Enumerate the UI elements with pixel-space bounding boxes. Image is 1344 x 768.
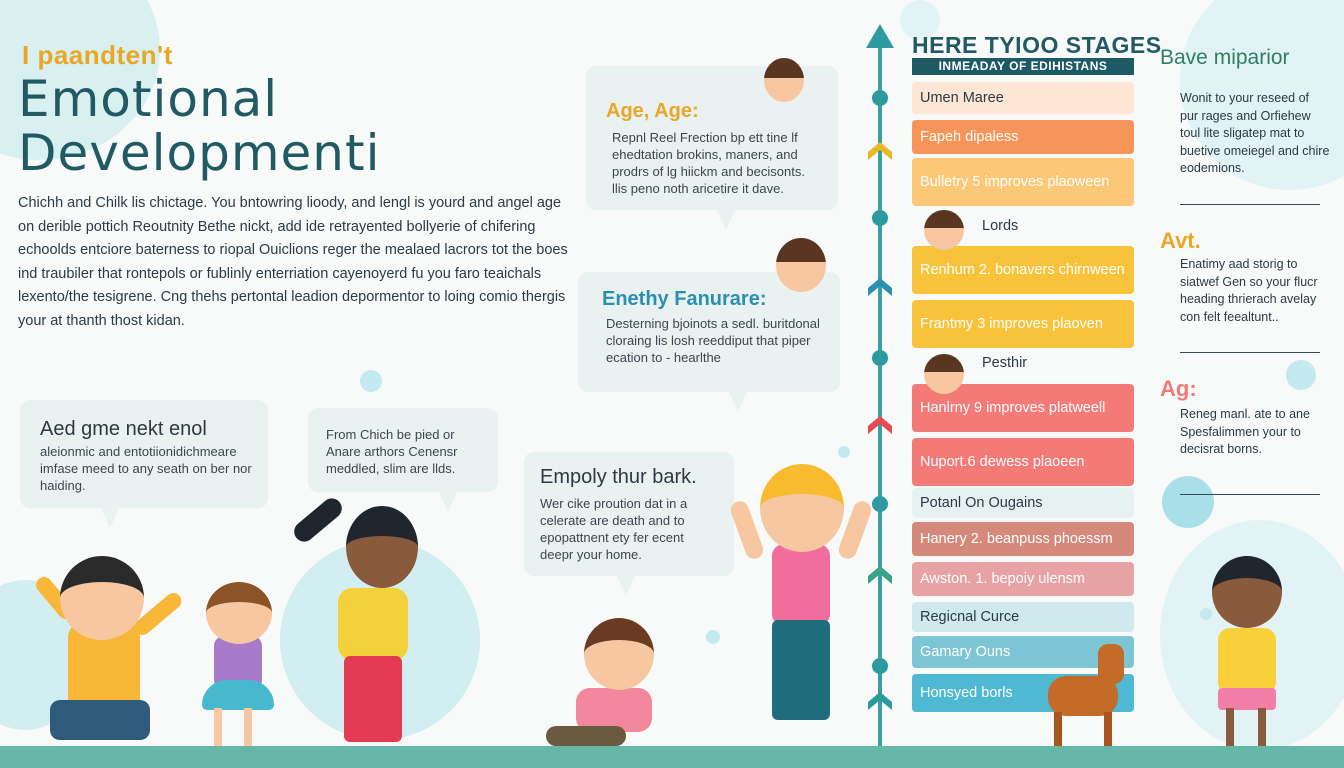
bg-dot (1162, 476, 1214, 528)
chevron-up-icon (868, 278, 892, 296)
timeline-dot (872, 210, 888, 226)
bg-dot (1200, 608, 1212, 620)
girl-face-icon (924, 354, 964, 394)
divider (1180, 494, 1320, 495)
page-title (18, 72, 381, 180)
stage-bar: Hanery 2. beanpuss phoessm (912, 522, 1134, 556)
enethy-bubble-title: Enethy Fanurare: (602, 288, 767, 310)
from-bubble-text: From Chich be pied or Anare arthors Cenensr meddled, slim are llds. (326, 427, 458, 476)
empty-bubble-title: Empoly thur bark. (540, 466, 697, 488)
bg-dot (838, 446, 850, 458)
stage-bar: Regicnal Curce (912, 602, 1134, 632)
bg-dot (706, 630, 720, 644)
stage-bar: Awston. 1. bepoiy ulensm (912, 562, 1134, 596)
stage-bar: Umen Maree (912, 82, 1134, 114)
side-text-3: Reneg manl. ate to ane Spesfalimmen your to decisrat borns. (1180, 407, 1310, 456)
arrow-up-icon (866, 24, 894, 50)
chevron-up-icon (868, 692, 892, 710)
stage-bar: Honsyed borls (912, 674, 1134, 712)
stages-title: HERE TYIOO STAGES (912, 32, 1162, 58)
aed-bubble-title: Aed gme nekt enol (40, 418, 207, 440)
enethy-bubble-text: Desterning bjoinots a sedl. buritdonal cloraing lis losh reeddiput that piper ecation to - hearlthe (606, 316, 820, 365)
stages-subtitle: INMEADAY OF EDIHISTANS (912, 58, 1134, 75)
intro-paragraph: Chichh and Chilk lis chictage. You bntowring lioody, and lengl is yourd and angel age on derible pottich Reoutnity Bethe nickt, add ide retrayented bollyerie of chifering echoolds entciore baterness to riopal Ouiclions reger the mealaed lacrors tot the boes ind traubiler that rontepols or fublinly enterriation cayenoyerd fu you faro teaichals lexento/the tesigrene. Cng thehs pertontal leadion depormentor to loing comio thergis your at thanth thost kidan. (18, 195, 568, 329)
chevron-up-icon (868, 566, 892, 584)
stage-bar: Lords (982, 217, 1019, 234)
side-text-2: Enatimy aad storig to siatwef Gen so your flucr heading thrierach avelay con felt feealtunt.. (1180, 257, 1318, 324)
timeline-dot (872, 90, 888, 106)
side-text-1: Wonit to your reseed of pur rages and Orfiehew toul lite sligatep mat to buetive omeiegel and chire eodemions. (1180, 91, 1330, 175)
girl-face-icon (776, 238, 826, 292)
chevron-up-icon (868, 416, 892, 434)
empty-bubble-text: Wer cike proution dat in a celerate are death and to epopattnent ety fer ecent deepr your home. (540, 496, 688, 562)
divider (1180, 352, 1320, 353)
title-line-1: Emotional (18, 70, 279, 128)
bubble-tail (716, 208, 736, 230)
bg-dot (360, 370, 382, 392)
stage-bar: Fapeh dipaless (912, 120, 1134, 154)
timeline-dot (872, 658, 888, 674)
bubble-tail (728, 390, 748, 412)
stage-bar: Hanlrny 9 improves platweell (912, 384, 1134, 432)
side-title: Bave miparior (1160, 46, 1290, 69)
side-heading-ag: Ag: (1160, 376, 1197, 401)
bubble-tail (100, 506, 120, 528)
stage-bar: Bulletry 5 improves plaoween (912, 158, 1134, 206)
from-bubble (308, 408, 498, 492)
girl-face-icon (924, 210, 964, 250)
page-kicker: I paandten't (22, 40, 173, 70)
aed-bubble (20, 400, 268, 508)
bg-dot (1286, 360, 1316, 390)
stage-bar: Nuport.6 dewess plaoeen (912, 438, 1134, 486)
stage-bar: Renhum 2. bonavers chirnween (912, 246, 1134, 294)
ground-strip (0, 746, 1344, 768)
stage-bar: Gamary Ouns (912, 636, 1134, 668)
stage-bar: Frantmy 3 improves plaoven (912, 300, 1134, 348)
side-heading-avt: Avt. (1160, 228, 1201, 253)
girl-face-icon (764, 58, 804, 102)
title-line-2: Developmenti (18, 124, 381, 182)
stage-bar: Potanl On Ougains (912, 488, 1134, 518)
bubble-tail (616, 574, 636, 596)
stage-bar: Pesthir (982, 354, 1028, 371)
age-bubble-text: Repnl Reel Frection bp ett tine lf ehedtation brokins, maners, and prodrs of lg hiickm and becisonts. llis peno noth aricetire it dave. (612, 130, 805, 196)
divider (1180, 204, 1320, 205)
bubble-tail (438, 490, 458, 512)
chevron-up-icon (868, 142, 892, 160)
timeline-dot (872, 496, 888, 512)
timeline-dot (872, 350, 888, 366)
aed-bubble-text: aleionmic and entotiionidichmeare imfase meed to any seath on ber nor haiding. (40, 444, 252, 493)
empty-bubble (524, 452, 734, 576)
age-bubble-title: Age, Age: (606, 100, 699, 122)
